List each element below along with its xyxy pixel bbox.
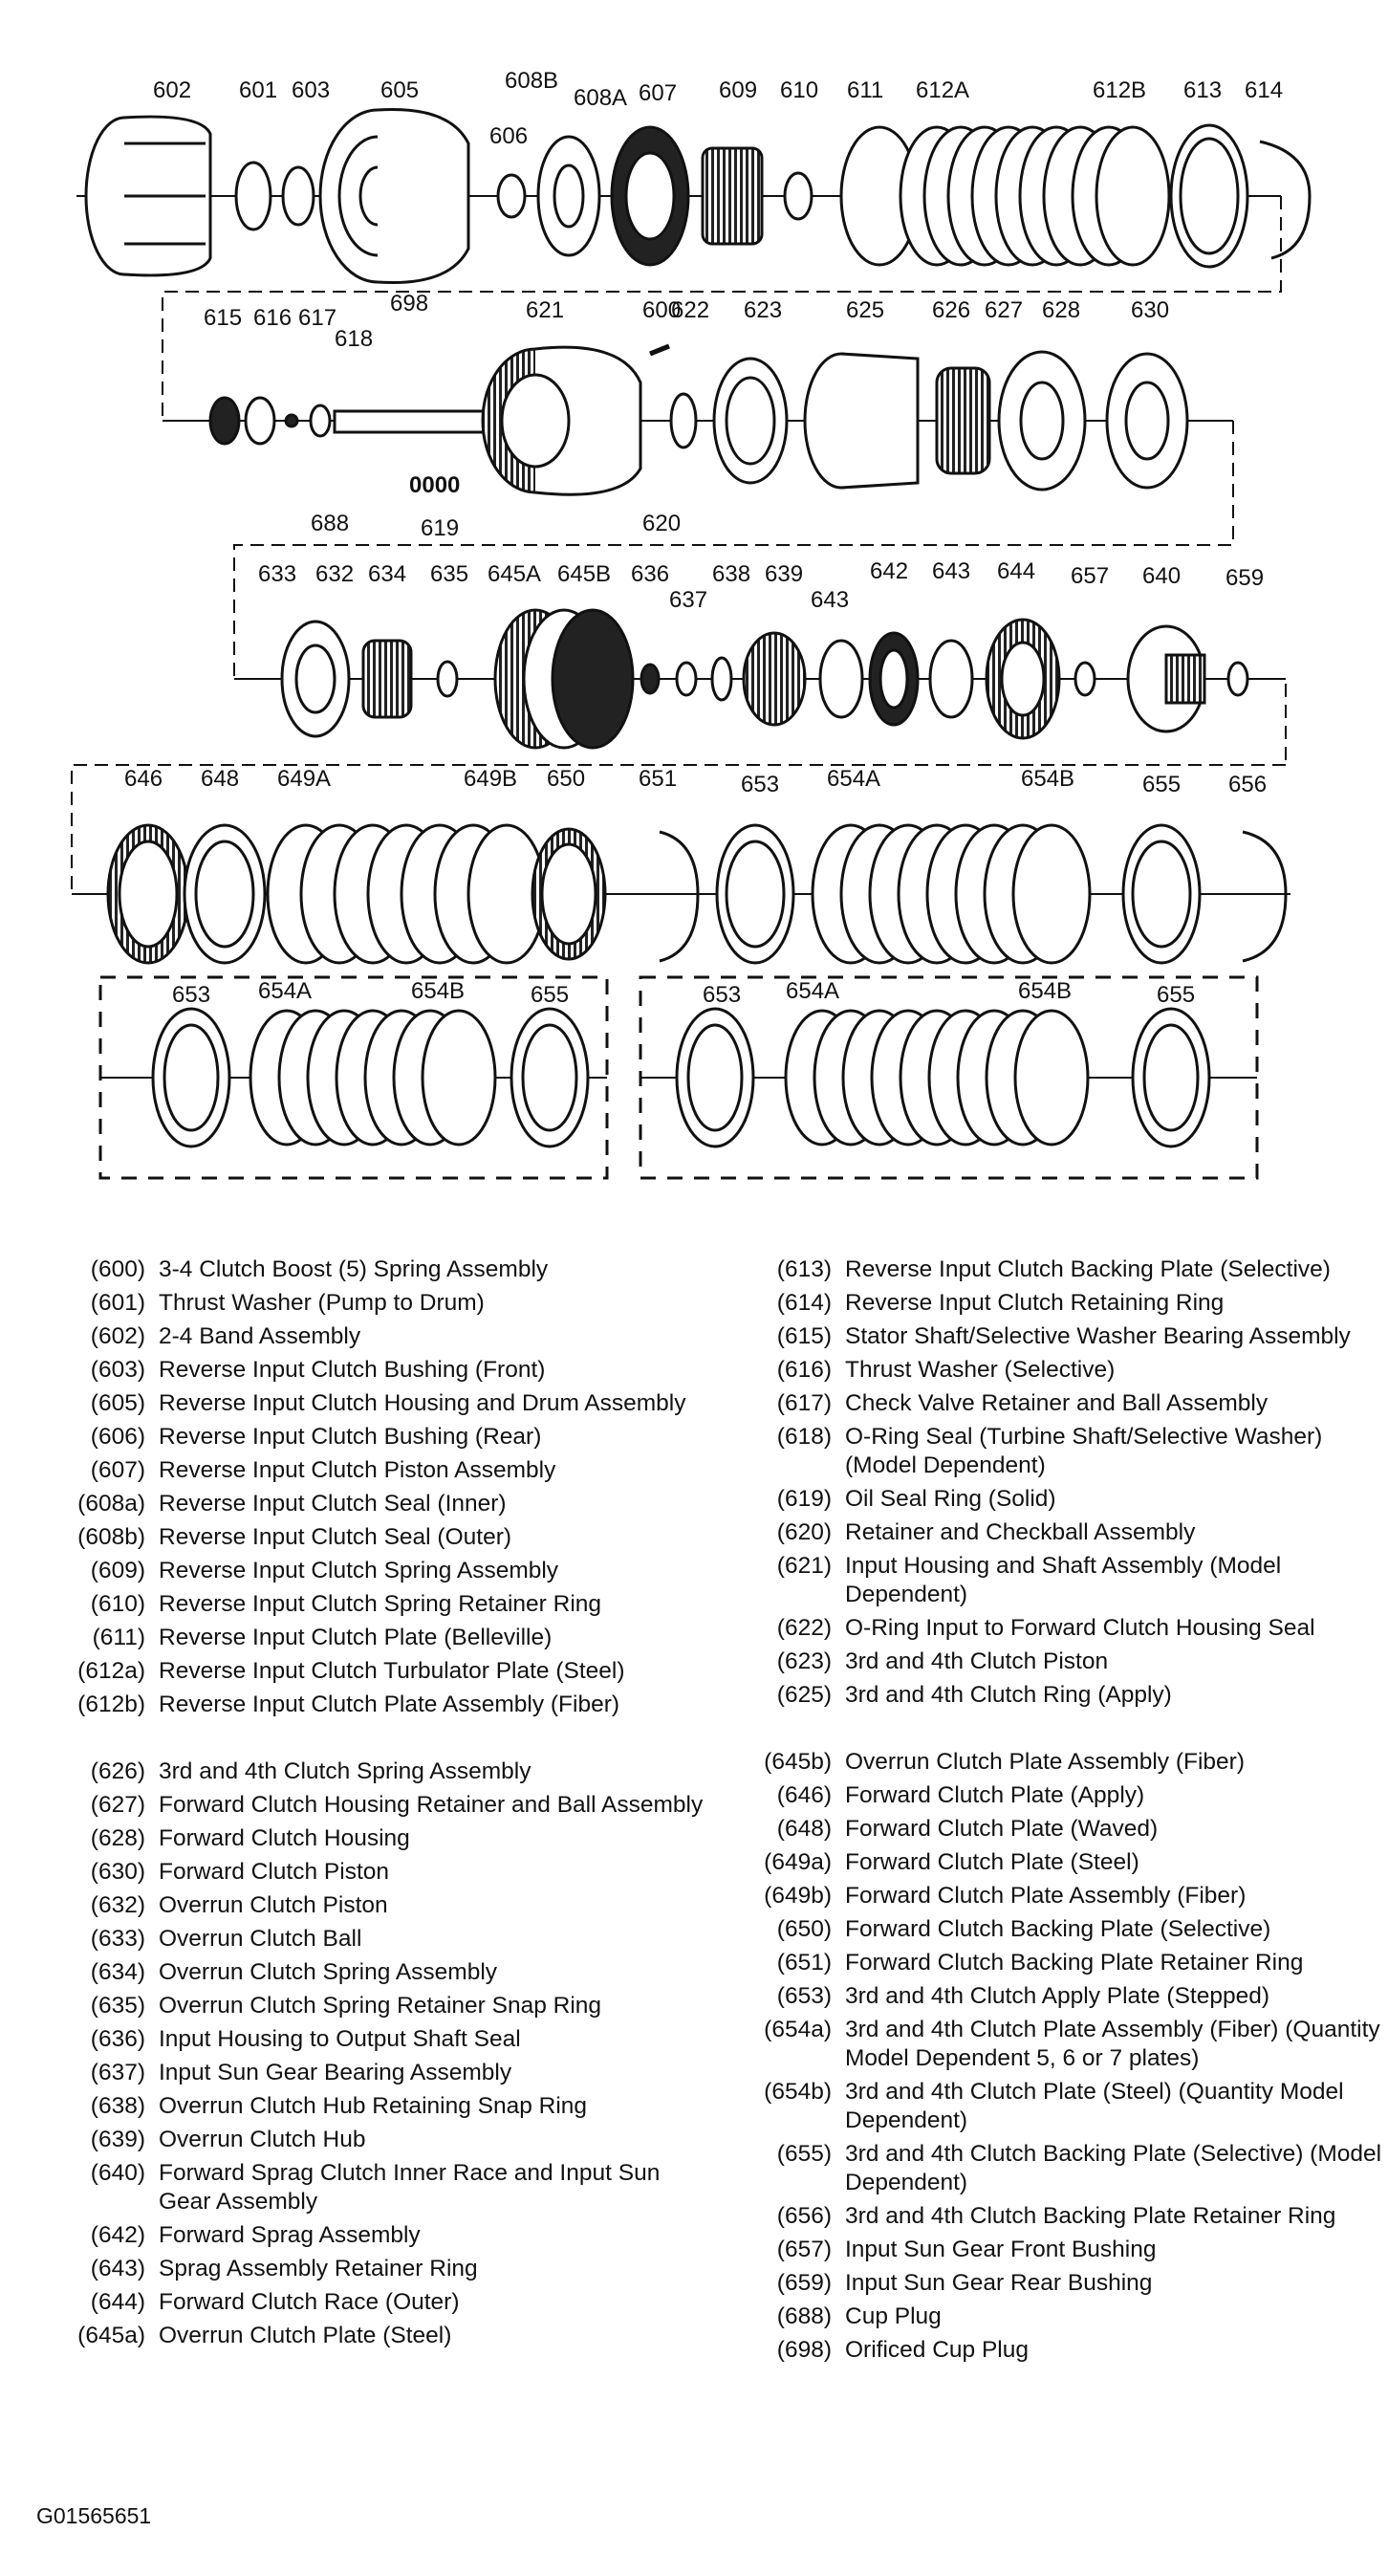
callout-638: 638 (712, 561, 751, 587)
callout-607: 607 (639, 80, 678, 106)
callout-639: 639 (765, 561, 804, 587)
legend-item (736, 2269, 1388, 2298)
legend-description: Overrun Clutch Plate (Steel) (159, 2323, 452, 2348)
callout-640: 640 (1142, 563, 1182, 589)
callout-649a: 649A (277, 766, 332, 792)
callout-628: 628 (1042, 297, 1081, 323)
callout-643-b: 643 (932, 558, 971, 584)
callout-606: 606 (489, 123, 529, 149)
legend-item (50, 1423, 709, 1452)
legend-item (50, 1992, 709, 2020)
legend-description: 3rd and 4th Clutch Backing Plate Retainer Ring (845, 2203, 1336, 2229)
legend-code: (636) (90, 2026, 145, 2052)
legend-item (50, 1490, 709, 1518)
legend-code: (600) (90, 1256, 145, 1282)
legend-item (50, 2025, 709, 2054)
callout-617: 617 (298, 305, 337, 331)
legend-item (50, 2159, 709, 2216)
legend-item (50, 1824, 709, 1853)
callout-698: 698 (390, 291, 429, 317)
legend-right-column (736, 1255, 1388, 2403)
legend-description: Forward Clutch Plate Assembly (Fiber) (845, 1883, 1247, 1909)
callout-623: 623 (744, 297, 783, 323)
legend-item (736, 2016, 1388, 2073)
legend-description: Input Housing to Output Shaft Seal (159, 2026, 521, 2052)
legend-description: 3rd and 4th Clutch Backing Plate (Selective) (Model Dependent) (845, 2141, 1382, 2195)
legend-item (736, 1748, 1388, 1777)
callout-616: 616 (253, 305, 293, 331)
callout-637: 637 (669, 587, 708, 613)
legend-code: (608b) (77, 1524, 145, 1550)
legend-code: (610) (90, 1591, 145, 1617)
legend-description: Thrust Washer (Selective) (845, 1357, 1116, 1383)
legend-item (50, 1356, 709, 1385)
callout-614: 614 (1245, 77, 1284, 103)
legend-item (736, 2303, 1388, 2331)
legend-code: (644) (90, 2289, 145, 2315)
legend-code: (601) (90, 1290, 145, 1316)
legend-description: Overrun Clutch Piston (159, 1892, 388, 1918)
legend-group (736, 1255, 1388, 1710)
legend-description: Overrun Clutch Spring Assembly (159, 1959, 498, 1985)
callout-653: 653 (741, 772, 780, 797)
legend-code: (623) (776, 1648, 832, 1674)
legend-description: Forward Clutch Piston (159, 1859, 390, 1885)
legend-code: (614) (776, 1290, 832, 1316)
legend-code: (639) (90, 2127, 145, 2152)
legend-code: (619) (776, 1486, 832, 1512)
callout-655: 655 (1142, 772, 1182, 797)
legend-item (736, 2202, 1388, 2231)
legend-code: (612b) (77, 1692, 145, 1717)
legend-item (736, 1389, 1388, 1418)
legend-description: Input Sun Gear Front Bushing (845, 2237, 1157, 2262)
callout-644: 644 (997, 558, 1036, 584)
legend-code: (656) (776, 2203, 832, 2229)
callout-632: 632 (315, 561, 355, 587)
callout-611: 611 (847, 77, 884, 103)
callout-642: 642 (870, 558, 909, 584)
callout-622: 622 (671, 297, 710, 323)
legend-description: Reverse Input Clutch Turbulator Plate (Steel) (159, 1658, 625, 1684)
legend-item (736, 1552, 1388, 1609)
legend-item (736, 1982, 1388, 2011)
legend-description: Reverse Input Clutch Bushing (Rear) (159, 1424, 542, 1450)
legend-description: Reverse Input Clutch Spring Retainer Ring (159, 1591, 602, 1617)
callout-605: 605 (380, 77, 420, 103)
callout-626: 626 (932, 297, 971, 323)
callout-656: 656 (1228, 772, 1268, 797)
legend-item (50, 2092, 709, 2121)
legend-code: (618) (776, 1424, 832, 1450)
legend-description: Check Valve Retainer and Ball Assembly (845, 1390, 1269, 1416)
callout-615: 615 (204, 305, 243, 331)
legend-item (736, 1518, 1388, 1547)
legend-description: Forward Clutch Backing Plate (Selective) (845, 1916, 1271, 1942)
legend-item (736, 1423, 1388, 1480)
legend-description: 2-4 Band Assembly (159, 1323, 361, 1349)
legend-item (736, 1848, 1388, 1877)
legend-item (50, 1590, 709, 1619)
legend-item (50, 2221, 709, 2250)
legend-item (50, 1958, 709, 1987)
legend-code: (648) (776, 1816, 832, 1842)
legend-item (50, 1289, 709, 1318)
callout-651: 651 (639, 766, 678, 792)
legend-description: Forward Clutch Housing Retainer and Ball Assembly (159, 1792, 704, 1818)
legend-description: Reverse Input Clutch Spring Assembly (159, 1558, 559, 1583)
opt-right-callout-653: 653 (703, 982, 742, 1008)
legend-code: (606) (90, 1424, 145, 1450)
legend-description: Forward Clutch Race (Outer) (159, 2289, 460, 2315)
legend-description: Overrun Clutch Ball (159, 1926, 362, 1952)
callout-645a: 645A (488, 561, 542, 587)
legend-item (736, 1614, 1388, 1643)
legend-code: (611) (92, 1625, 145, 1650)
legend-description: Sprag Assembly Retainer Ring (159, 2256, 478, 2281)
legend-description: Input Sun Gear Bearing Assembly (159, 2060, 512, 2085)
legend-code: (635) (90, 1993, 145, 2019)
legend-code: (688) (776, 2303, 832, 2329)
legend-code: (698) (776, 2337, 832, 2363)
legend-item (736, 1681, 1388, 1710)
legend-item (736, 1255, 1388, 1284)
legend-item (50, 1523, 709, 1552)
callout-646: 646 (124, 766, 163, 792)
callout-610: 610 (780, 77, 819, 103)
legend-code: (650) (776, 1916, 832, 1942)
legend-item (50, 1557, 709, 1585)
legend-description: Forward Sprag Clutch Inner Race and Input Sun Gear Assembly (159, 2160, 661, 2215)
legend-group (736, 1748, 1388, 2365)
seal-ring-text: 0000 (409, 472, 461, 498)
legend-code: (615) (776, 1323, 832, 1349)
legend-description: Cup Plug (845, 2303, 942, 2329)
legend-code: (617) (776, 1390, 832, 1416)
figure-id: G01565651 (36, 2503, 152, 2528)
legend-code: (621) (776, 1553, 832, 1579)
legend-description: O-Ring Seal (Turbine Shaft/Selective Washer) (Model Dependent) (845, 1424, 1323, 1478)
legend-description: Overrun Clutch Spring Retainer Snap Ring (159, 1993, 602, 2019)
legend-description: Forward Clutch Housing (159, 1825, 410, 1851)
legend-code: (603) (90, 1357, 145, 1383)
legend-code: (627) (90, 1792, 145, 1818)
legend-description: Stator Shaft/Selective Washer Bearing Assembly (845, 1323, 1351, 1349)
legend-code: (649b) (764, 1883, 832, 1909)
legend-description: Forward Clutch Backing Plate Retainer Ring (845, 1950, 1304, 1976)
legend-item (736, 1949, 1388, 1977)
legend-code: (651) (776, 1950, 832, 1976)
legend-item (736, 1322, 1388, 1351)
legend-description: Forward Clutch Plate (Apply) (845, 1782, 1145, 1808)
legend-item (50, 1322, 709, 1351)
exploded-view-diagram (0, 0, 1388, 1243)
legend-item (50, 2255, 709, 2283)
legend-item (50, 1657, 709, 1686)
legend-code: (607) (90, 1457, 145, 1483)
callout-648: 648 (201, 766, 240, 792)
legend-item (736, 1882, 1388, 1910)
legend-code: (625) (776, 1682, 832, 1708)
legend-code: (653) (776, 1983, 832, 2009)
legend-description: Retainer and Checkball Assembly (845, 1519, 1196, 1545)
callout-649b: 649B (464, 766, 518, 792)
callout-619: 619 (421, 515, 460, 541)
callout-601: 601 (239, 77, 278, 103)
callout-634: 634 (368, 561, 407, 587)
legend-item (50, 2059, 709, 2087)
callout-618: 618 (335, 326, 374, 352)
row3-labels (258, 558, 1264, 613)
legend-item (736, 1289, 1388, 1318)
legend-code: (620) (776, 1519, 832, 1545)
legend-description: Reverse Input Clutch Plate Assembly (Fiber) (159, 1692, 620, 1717)
legend-code: (638) (90, 2093, 145, 2119)
legend-code: (637) (90, 2060, 145, 2085)
opt-left-callout-653: 653 (172, 982, 211, 1008)
legend-code: (634) (90, 1959, 145, 1985)
legend-code: (632) (90, 1892, 145, 1918)
legend-item (736, 2140, 1388, 2197)
callout-613: 613 (1183, 77, 1223, 103)
opt-left-callout-654a: 654A (258, 978, 313, 1004)
legend-code: (608a) (77, 1491, 145, 1517)
legend-left-column (50, 1255, 709, 2389)
opt-right-callout-654b: 654B (1018, 978, 1073, 1004)
legend-item (50, 1925, 709, 1954)
legend-code: (646) (776, 1782, 832, 1808)
callout-627: 627 (985, 297, 1024, 323)
legend-item (50, 2126, 709, 2154)
callout-654a: 654A (827, 766, 881, 792)
option-parts (100, 1009, 1257, 1146)
legend-description: Input Sun Gear Rear Bushing (845, 2270, 1153, 2296)
option-labels (172, 978, 1195, 1008)
callout-633: 633 (258, 561, 297, 587)
callout-603: 603 (292, 77, 331, 103)
legend-description: Overrun Clutch Plate Assembly (Fiber) (845, 1749, 1245, 1775)
legend-code: (616) (776, 1357, 832, 1383)
callout-620: 620 (642, 511, 682, 536)
callout-650: 650 (547, 766, 586, 792)
legend-description: Forward Clutch Plate (Steel) (845, 1849, 1139, 1875)
callout-645b: 645B (557, 561, 612, 587)
legend-description: Overrun Clutch Hub (159, 2127, 366, 2152)
callout-654b: 654B (1021, 766, 1075, 792)
legend-description: Reverse Input Clutch Piston Assembly (159, 1457, 556, 1483)
legend-description: Reverse Input Clutch Seal (Outer) (159, 1524, 512, 1550)
legend-description: Thrust Washer (Pump to Drum) (159, 1290, 485, 1316)
opt-right-callout-654a: 654A (786, 978, 840, 1004)
callout-659: 659 (1225, 565, 1265, 591)
legend-code: (628) (90, 1825, 145, 1851)
legend-code: (645a) (77, 2323, 145, 2348)
legend-item (736, 2078, 1388, 2135)
legend-description: O-Ring Input to Forward Clutch Housing Seal (845, 1615, 1315, 1641)
legend-code: (655) (776, 2141, 832, 2167)
callout-630: 630 (1131, 297, 1170, 323)
legend-description: 3rd and 4th Clutch Plate (Steel) (Quantity Model Dependent) (845, 2079, 1344, 2133)
legend-description: 3rd and 4th Clutch Piston (845, 1648, 1109, 1674)
legend-code: (645b) (764, 1749, 832, 1775)
legend-description: 3rd and 4th Clutch Plate Assembly (Fiber) (Quantity Model Dependent 5, 6 or 7 plates) (845, 2017, 1380, 2071)
legend-description: 3rd and 4th Clutch Spring Assembly (159, 1758, 531, 1784)
legend-code: (605) (90, 1390, 145, 1416)
legend-item (736, 1781, 1388, 1810)
legend-group (50, 1757, 709, 2350)
legend-item (50, 1858, 709, 1887)
legend-item (50, 2322, 709, 2350)
legend-code: (654a) (764, 2017, 832, 2042)
legend-description: Forward Sprag Assembly (159, 2222, 421, 2248)
callout-657: 657 (1071, 563, 1110, 589)
legend-item (736, 1815, 1388, 1844)
legend-item (736, 1485, 1388, 1514)
legend-code: (659) (776, 2270, 832, 2296)
legend-code: (657) (776, 2237, 832, 2262)
row4-labels (124, 766, 1267, 797)
legend-description: 3-4 Clutch Boost (5) Spring Assembly (159, 1256, 549, 1282)
legend-description: Reverse Input Clutch Retaining Ring (845, 1290, 1225, 1316)
callout-602: 602 (153, 77, 192, 103)
legend-code: (649a) (764, 1849, 832, 1875)
legend-code: (613) (776, 1256, 832, 1282)
legend-description: 3rd and 4th Clutch Ring (Apply) (845, 1682, 1172, 1708)
legend-description: Overrun Clutch Hub Retaining Snap Ring (159, 2093, 588, 2119)
legend-description: Oil Seal Ring (Solid) (845, 1486, 1056, 1512)
legend-code: (626) (90, 1758, 145, 1784)
legend-item (736, 1356, 1388, 1385)
callout-608b: 608B (505, 68, 559, 94)
legend-item (736, 1915, 1388, 1944)
legend-group (50, 1255, 709, 1719)
legend-description: Reverse Input Clutch Bushing (Front) (159, 1357, 546, 1383)
callout-600: 600 (642, 297, 682, 323)
legend-description: Orificed Cup Plug (845, 2337, 1030, 2363)
callout-643-a: 643 (811, 587, 850, 613)
legend-code: (640) (90, 2160, 145, 2186)
legend-code: (630) (90, 1859, 145, 1885)
legend-description: Reverse Input Clutch Seal (Inner) (159, 1491, 507, 1517)
legend-code: (654b) (764, 2079, 832, 2105)
legend-item (736, 2336, 1388, 2365)
legend-code: (642) (90, 2222, 145, 2248)
legend-item (50, 1691, 709, 1719)
legend-code: (612a) (77, 1658, 145, 1684)
legend-item (50, 1891, 709, 1920)
legend-description: Input Housing and Shaft Assembly (Model Dependent) (845, 1553, 1282, 1607)
legend-code: (633) (90, 1926, 145, 1952)
legend-description: Forward Clutch Plate (Waved) (845, 1816, 1159, 1842)
legend-description: Reverse Input Clutch Plate (Belleville) (159, 1625, 553, 1650)
legend-description: Reverse Input Clutch Backing Plate (Selective) (845, 1256, 1331, 1282)
legend-code: (602) (90, 1323, 145, 1349)
legend-item (50, 1624, 709, 1652)
legend-item (50, 2288, 709, 2317)
legend-description: Reverse Input Clutch Housing and Drum Assembly (159, 1390, 686, 1416)
legend-item (50, 1255, 709, 1284)
callout-635: 635 (430, 561, 469, 587)
legend-item (736, 2236, 1388, 2264)
legend-code: (622) (776, 1615, 832, 1641)
callout-608a: 608A (574, 85, 628, 111)
legend-item (736, 1648, 1388, 1676)
opt-left-callout-654b: 654B (411, 978, 466, 1004)
callout-621: 621 (526, 297, 565, 323)
opt-right-callout-655: 655 (1157, 982, 1196, 1008)
legend-item (50, 1757, 709, 1786)
legend-item (50, 1791, 709, 1820)
callout-609: 609 (719, 77, 758, 103)
callout-636: 636 (631, 561, 670, 587)
legend-code: (643) (90, 2256, 145, 2281)
callout-688: 688 (311, 511, 350, 536)
legend-code: (609) (90, 1558, 145, 1583)
legend-description: 3rd and 4th Clutch Apply Plate (Stepped) (845, 1983, 1270, 2009)
callout-612a: 612A (916, 77, 970, 103)
legend-item (50, 1456, 709, 1485)
opt-left-callout-655: 655 (531, 982, 570, 1008)
legend-item (50, 1389, 709, 1418)
callout-612b: 612B (1093, 77, 1147, 103)
callout-625: 625 (846, 297, 885, 323)
